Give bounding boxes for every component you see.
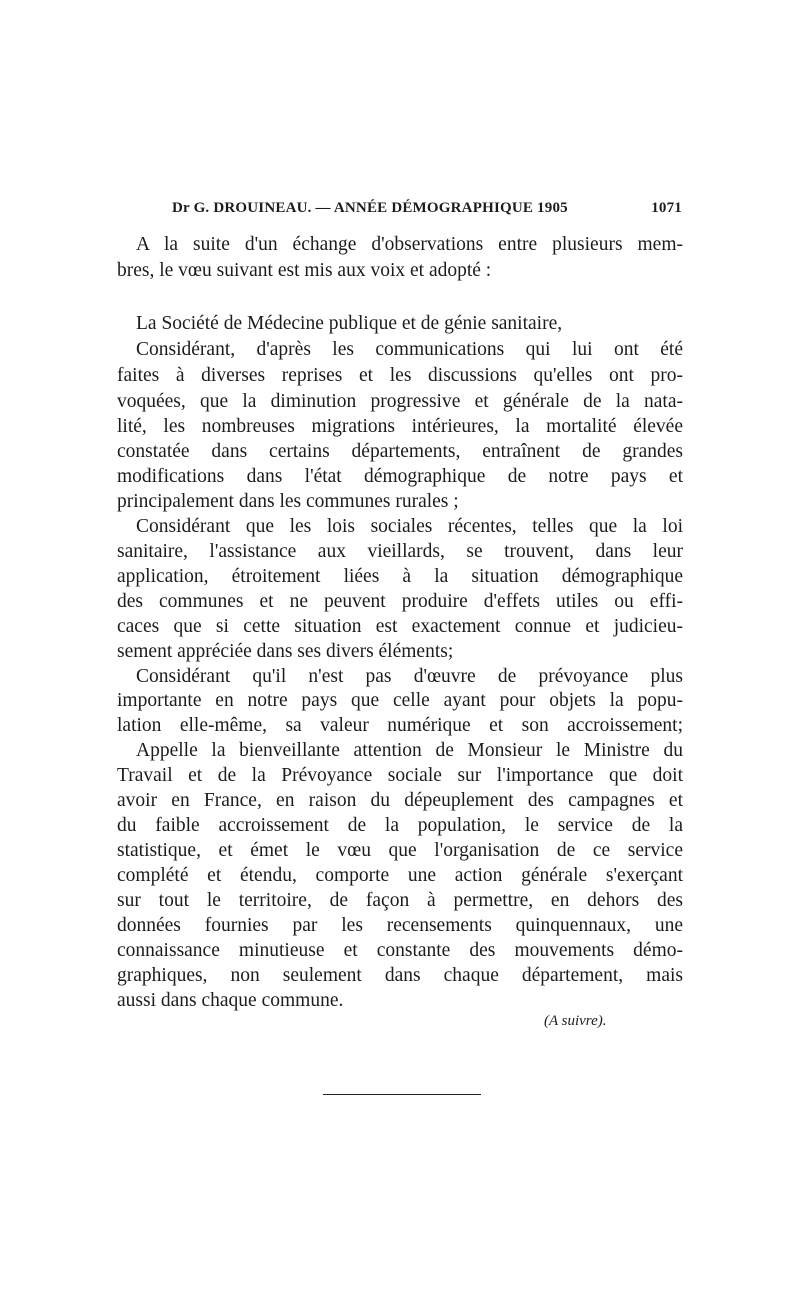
text-line: avoir en France, en raison du dépeuplement des campagnes et — [117, 790, 683, 811]
text-line: Considérant que les lois sociales récentes, telles que la loi — [136, 516, 683, 537]
text-line: bres, le vœu suivant est mis aux voix et adopté : — [117, 260, 492, 281]
text-line: constatée dans certains départements, entraînent de grandes — [117, 441, 683, 462]
text-line: connaissance minutieuse et constante des mouvements démo- — [117, 940, 683, 961]
text-line: Travail et de la Prévoyance sociale sur l'importance que doit — [117, 765, 683, 786]
text-line: Appelle la bienveillante attention de Monsieur le Ministre du — [136, 740, 683, 761]
text-line: lité, les nombreuses migrations intérieures, la mortalité élevée — [117, 416, 683, 437]
text-line: voquées, que la diminution progressive et générale de la nata- — [117, 391, 683, 412]
text-line: sanitaire, l'assistance aux vieillards, se trouvent, dans leur — [117, 541, 683, 562]
text-line: statistique, et émet le vœu que l'organisation de ce service — [117, 840, 683, 861]
text-line: graphiques, non seulement dans chaque département, mais — [117, 965, 683, 986]
running-title: Dr G. DROUINEAU. — ANNÉE DÉMOGRAPHIQUE 1905 — [172, 200, 568, 216]
text-line: sement appréciée dans ses divers éléments; — [117, 641, 454, 662]
text-line: caces que si cette situation est exactement connue et judicieu- — [117, 616, 683, 637]
text-line: modifications dans l'état démographique de notre pays et — [117, 466, 683, 487]
text-line: sur tout le territoire, de façon à permettre, en dehors des — [117, 890, 683, 911]
text-line: faites à diverses reprises et les discussions qu'elles ont pro- — [117, 365, 683, 386]
text-line: des communes et ne peuvent produire d'effets utiles ou effi- — [117, 591, 683, 612]
closing-rule — [323, 1094, 481, 1095]
text-line: du faible accroissement de la population, le service de la — [117, 815, 683, 836]
text-line: principalement dans les communes rurales ; — [117, 491, 459, 512]
text-line: application, étroitement liées à la situation démographique — [117, 566, 683, 587]
text-line: aussi dans chaque commune. — [117, 990, 344, 1011]
text-line: complété et étendu, comporte une action générale s'exerçant — [117, 865, 683, 886]
to-be-continued-note: (A suivre). — [544, 1013, 607, 1029]
text-line: La Société de Médecine publique et de génie sanitaire, — [136, 313, 563, 334]
text-line: lation elle-même, sa valeur numérique et son accroissement; — [117, 715, 683, 736]
text-line: A la suite d'un échange d'observations entre plusieurs mem- — [136, 234, 683, 255]
text-line: importante en notre pays que celle ayant pour objets la popu- — [117, 690, 683, 711]
page-number: 1071 — [651, 200, 682, 216]
text-line: Considérant qu'il n'est pas d'œuvre de prévoyance plus — [136, 666, 683, 687]
text-line: Considérant, d'après les communications qui lui ont été — [136, 339, 683, 360]
running-header — [172, 200, 682, 217]
text-line: données fournies par les recensements quinquennaux, une — [117, 915, 683, 936]
